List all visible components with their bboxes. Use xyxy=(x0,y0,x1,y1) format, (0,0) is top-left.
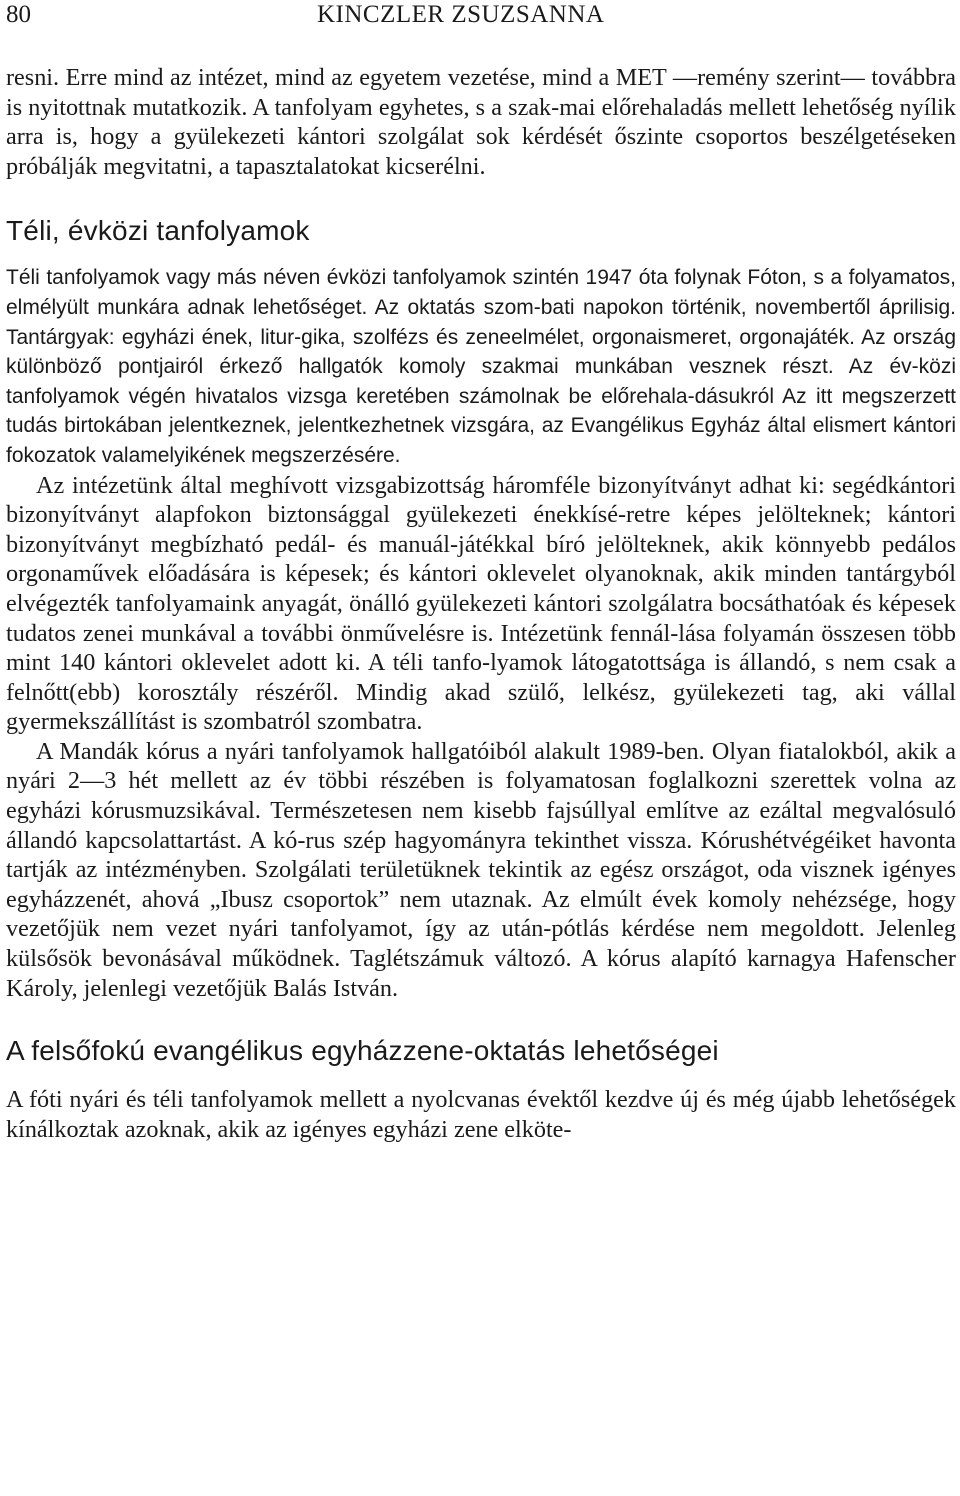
document-page xyxy=(6,0,956,1144)
section-heading-higher-education: A felsőfokú evangélikus egyházzene-oktatás lehetőségei xyxy=(6,1035,719,1067)
running-header xyxy=(6,0,956,30)
section-heading-winter-courses: Téli, évközi tanfolyamok xyxy=(6,215,310,247)
higher-education-text-block xyxy=(6,1085,956,1144)
choir-paragraph: A Mandák kórus a nyári tanfolyamok hallgatóiból alakult 1989-ben. Olyan fiatalokból, akik a nyári 2—3 hét mellett az év többi részében is folyamatosan foglalkozni szerettek volna az egyházi kórusmuzsikával. Természetesen nem kisebb fajsúllyal említve az ezáltal megvalósuló állandó kapcsolattartást. A kó-rus szép hagyományra tekinthet vissza. Kórushétvégéiket havonta tartják az intézményben. Szolgálati területüknek tekintik az egész országot, oda visznek igényes egyházzenét, ahová „Ibusz csoportok” nem utaznak. Az elmúlt évek komoly nehézsége, hogy vezetőjük nem vezet nyári tanfolyamot, így az után-pótlás kérdése nem megoldott. Jelenleg külsősök bevonásával működnek. Taglétszámuk változó. A kórus alapító karnagya Hafenscher Károly, jelenlegi vezetőjük Balás István. xyxy=(6,737,956,1002)
higher-education-paragraph: A fóti nyári és téli tanfolyamok mellett a nyolcvanas évektől kezdve új és még újabb lehetőségek kínálkoztak azoknak, akik az igényes egyházi zene elköte- xyxy=(6,1086,956,1143)
winter-courses-paragraph: Téli tanfolyamok vagy más néven évközi tanfolyamok szintén 1947 óta folynak Fóton, s a folyamatos, elmélyült munkára adnak lehetőséget. Az oktatás szom-bati napokon történik, novembertől áprilisig. Tantárgyak: egyházi ének, litur-gika, szolfézs és zeneelmélet, orgonaismeret, orgonajáték. Az ország különböző pontjairól érkező hallgatók komoly szakmai munkában vesznek részt. Az év-közi tanfolyamok végén hivatalos vizsga keretében számolnak be előrehala-dásukról Az itt megszerzett tudás birtokában jelentkeznek, jelentkezhetnek vizsgára, az Evangélikus Egyház által elismert kántori fokozatok valamelyikének megszerzésére. xyxy=(6,266,956,467)
choir-text-block xyxy=(6,737,956,1003)
intro-paragraph: resni. Erre mind az intézet, mind az egyetem vezetése, mind a MET —remény szerint— továbbra is nyitottnak mutatkozik. A tanfolyam egyhetes, s a szak-mai előrehaladás mellett lehetőség nyílik arra is, hogy a gyülekezeti kántori szolgálat sok kérdését őszinte csoportos beszélgetéseken próbálják megvitatni, a tapasztalatokat kicserélni. xyxy=(6,64,956,180)
intro-text-block xyxy=(6,63,956,181)
winter-courses-text-block xyxy=(6,263,956,470)
running-header-author: KINCZLER ZSUZSANNA xyxy=(317,1,605,28)
exam-paragraph: Az intézetünk által meghívott vizsgabizottság háromféle bizonyítványt adhat ki: segédkántori bizonyítványt alapfokon biztonsággal gyülekezeti énekkísé-retre képes jelölteknek; kántori bizonyítványt megbízható pedál- és manuál-játékkal bíró jelölteknek, akik könnyebb pedálos orgonaművek előadására is képesek; és kántori oklevelet olyanoknak, akik minden tantárgyból elvégezték tanfolyamaink anyagát, önálló gyülekezeti kántori szolgálatra bocsáthatóak és képesek tudatos zenei munkával a további önművelésre is. Intézetünk fennál-lása folyamán összesen több mint 140 kántori oklevelet adott ki. A téli tanfo-lyamok látogatottsága is állandó, s nem csak a felnőtt(ebb) korosztály részéről. Mindig akad szülő, lelkész, gyülekezeti tag, aki vállal gyermekszállítást is szombatról szombatra. xyxy=(6,471,956,736)
page-number: 80 xyxy=(6,1,31,28)
exam-text-block xyxy=(6,471,956,737)
